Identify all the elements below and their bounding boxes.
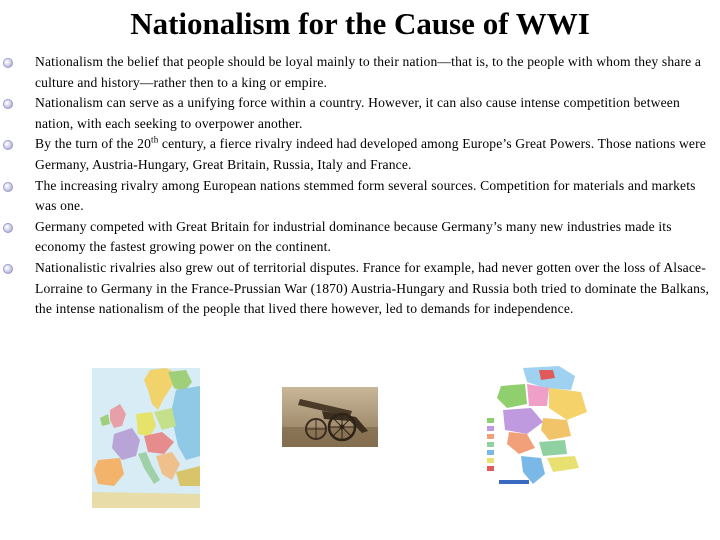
bullet-item <box>0 176 715 217</box>
bullet-text: Nationalistic rivalries also grew out of territorial disputes. France for example, had never gotten over the loss of Alsace-Lorraine to Germany in the France-Prussian War (1870) Austria-Hungary and Russia both tried to dominate the Balkans, the intense nationalism of the people that lived there however, led to demands for independence. <box>35 259 710 317</box>
bullet-text: Nationalism the belief that people should be loyal mainly to their nation—that is, to the people with whom they share a culture and history—rather then to a king or empire. <box>35 54 702 90</box>
bullet-list <box>0 52 715 320</box>
bullet-text: Germany competed with Great Britain for industrial dominance because Germany’s many new industries made its economy the fastest growing power on the continent. <box>35 218 672 255</box>
bullet-text-after: century, a fierce rivalry indeed had developed among Europe’s Great Powers. Those nations were Germany, Austria-Hungary, Great Britain, Russia, Italy and France. <box>35 136 706 172</box>
bullet-icon <box>3 99 13 109</box>
bullet-item <box>0 258 715 320</box>
bullet-item <box>0 93 715 134</box>
balkans-map-image <box>483 364 595 488</box>
europe-map-image <box>92 368 200 508</box>
bullet-icon <box>3 223 13 233</box>
bullet-text: Nationalism can serve as a unifying force within a country. However, it can also cause intense competition between nation, with each seeking to overpower another. <box>35 95 680 131</box>
bullet-item <box>0 134 715 175</box>
slide-title: Nationalism for the Cause of WWI <box>130 6 590 41</box>
field-gun-photo <box>282 387 378 447</box>
bullet-text-superscript: th <box>151 134 159 145</box>
bullet-icon <box>3 182 13 192</box>
bullet-icon <box>3 140 13 150</box>
bullet-item <box>0 52 715 93</box>
bullet-item <box>0 217 715 258</box>
bullet-icon <box>3 264 13 274</box>
bullet-icon <box>3 58 13 68</box>
bullet-text: The increasing rivalry among European nations stemmed form several sources. Competition for materials and markets was one. <box>35 177 696 214</box>
bullet-text-before: By the turn of the 20 <box>35 136 152 152</box>
